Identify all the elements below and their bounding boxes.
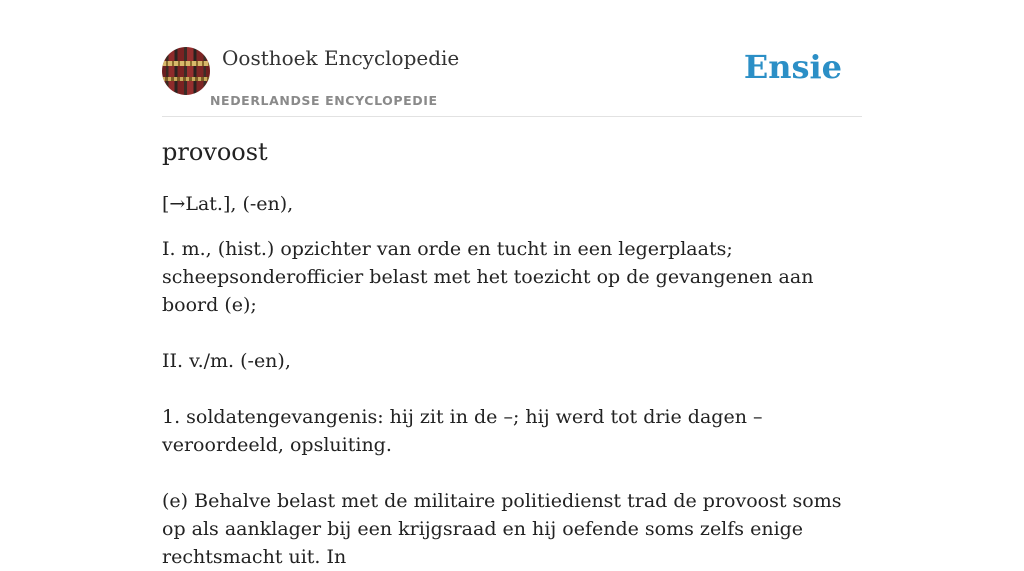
entry-content [162, 138, 862, 571]
site-title[interactable]: Oosthoek Encyclopedie [222, 46, 460, 70]
entry-sense-2-header: II. v./m. (-en), [162, 350, 291, 372]
entry-headword: provoost [162, 138, 268, 166]
entry-note: (e) Behalve belast met de militaire politiedienst trad de provoost soms op als aanklager bij een krijgsraad en hij oefende soms zelfs enige rechtsmacht uit. In [162, 490, 842, 568]
site-header [162, 46, 862, 117]
entry-etymology: [→Lat.], (-en), [162, 193, 294, 215]
site-subtitle: NEDERLANDSE ENCYCLOPEDIE [210, 93, 438, 108]
entry-sense-2-item-1: 1. soldatengevangenis: hij zit in de –; hij werd tot drie dagen – veroordeeld, opsluiting. [162, 406, 763, 456]
entry-sense-1: I. m., (hist.) opzichter van orde en tucht in een legerplaats; scheepsonderofficier belast met het toezicht op de gevangenen aan boord (e); [162, 238, 814, 316]
brand-logo-link[interactable]: Ensie [743, 48, 842, 86]
site-avatar[interactable] [162, 47, 210, 95]
